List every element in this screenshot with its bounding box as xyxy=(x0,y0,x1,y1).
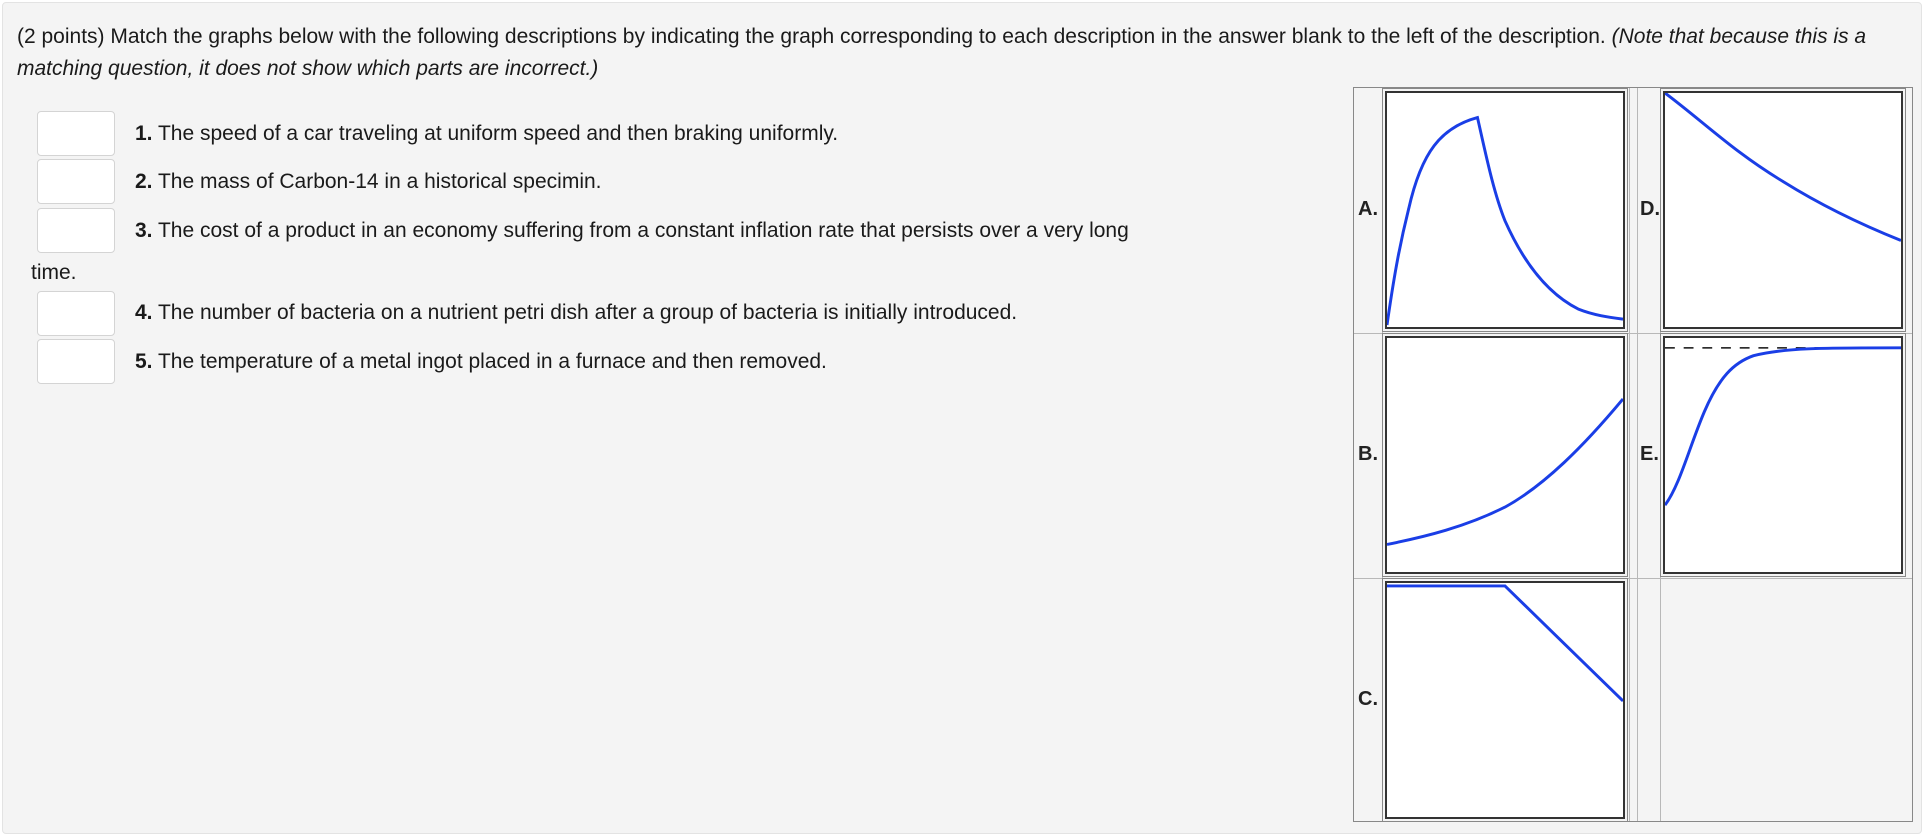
description-text: The number of bacteria on a nutrient petri dish after a group of bacteria is initially introduced. xyxy=(157,301,1018,324)
graph-table xyxy=(1353,87,1913,822)
description-number: 1. xyxy=(135,122,153,145)
row-divider xyxy=(1354,333,1912,334)
description-number: 2. xyxy=(135,170,153,193)
description-text: The cost of a product in an economy suffering from a constant inflation rate that persists over a very long xyxy=(157,219,1129,242)
column-divider xyxy=(1382,88,1383,821)
answer-input-5[interactable] xyxy=(37,339,115,384)
description-5 xyxy=(135,348,827,376)
graph-d-curve xyxy=(1665,93,1901,240)
description-3 xyxy=(135,217,1129,245)
description-1 xyxy=(135,120,838,148)
graph-d xyxy=(1663,91,1903,329)
description-text: The speed of a car traveling at uniform speed and then braking uniformly. xyxy=(157,122,839,145)
graph-b-curve xyxy=(1387,399,1623,545)
description-number: 3. xyxy=(135,219,153,242)
graph-e-svg xyxy=(1665,338,1901,572)
description-text: The mass of Carbon-14 in a historical specimin. xyxy=(157,170,602,193)
graph-a-curve xyxy=(1387,118,1623,325)
graph-b xyxy=(1385,336,1625,574)
answer-input-3[interactable] xyxy=(37,208,115,253)
column-divider xyxy=(1637,88,1638,821)
description-number: 4. xyxy=(135,301,153,324)
graph-a xyxy=(1385,91,1625,329)
question-panel xyxy=(2,2,1922,834)
graph-c-curve xyxy=(1387,586,1623,701)
graph-c-svg xyxy=(1387,583,1623,817)
graph-label-e: E. xyxy=(1640,443,1659,465)
graph-d-svg xyxy=(1665,93,1901,327)
answer-input-4[interactable] xyxy=(37,291,115,336)
description-4 xyxy=(135,299,1017,327)
answer-input-1[interactable] xyxy=(37,111,115,156)
graph-label-b: B. xyxy=(1358,443,1378,465)
graph-label-a: A. xyxy=(1358,198,1378,220)
graph-label-d: D. xyxy=(1640,198,1660,220)
answer-input-2[interactable] xyxy=(37,159,115,204)
column-divider xyxy=(1660,88,1661,821)
column-divider xyxy=(1629,88,1630,821)
graph-a-svg xyxy=(1387,93,1623,327)
graph-c xyxy=(1385,581,1625,819)
graph-label-c: C. xyxy=(1358,688,1378,710)
question-prompt xyxy=(17,21,1897,85)
graph-b-svg xyxy=(1387,338,1623,572)
description-3-continuation: time. xyxy=(31,261,77,284)
question-note: (Note that because this is a matching question, it does not show which parts are incorrect.) xyxy=(17,25,1867,80)
row-divider xyxy=(1354,578,1912,579)
description-number: 5. xyxy=(135,350,153,373)
description-2 xyxy=(135,168,602,196)
graph-e-curve xyxy=(1665,348,1901,505)
question-text: (2 points) Match the graphs below with the following descriptions by indicating the graph corresponding to each description in the answer blank to the left of the description. xyxy=(17,25,1606,48)
description-text: The temperature of a metal ingot placed in a furnace and then removed. xyxy=(157,350,827,373)
graph-e xyxy=(1663,336,1903,574)
